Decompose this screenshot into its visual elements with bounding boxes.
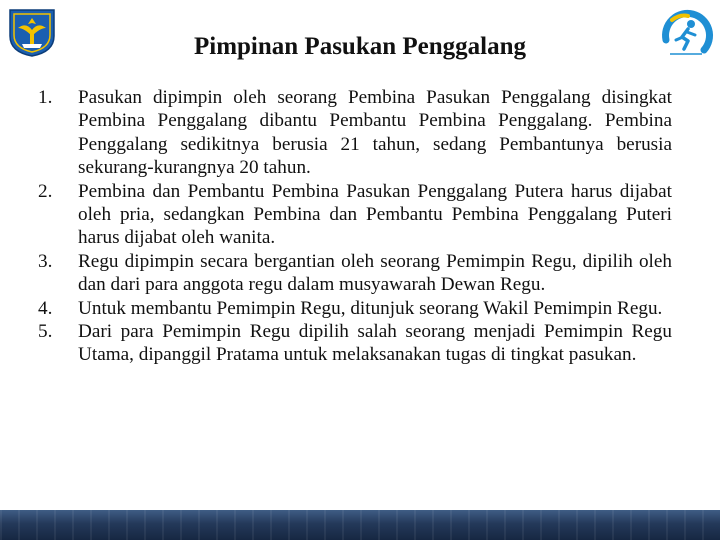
footer-bar (0, 510, 720, 540)
list-item-number: 2. (38, 180, 53, 202)
list-item-number: 5. (38, 321, 53, 343)
page-title: Pimpinan Pasukan Penggalang (193, 33, 527, 60)
list-item (38, 297, 672, 320)
list-item (38, 250, 672, 297)
list-item-text: Pembina dan Pembantu Pembina Pasukan Penggalang Putera harus dijabat oleh pria, sedangkan Pembina dan Pembantu Pembina Penggalang Puteri harus dijabat oleh wanita. (78, 180, 672, 249)
list-item-text: Untuk membantu Pemimpin Regu, ditunjuk seorang Wakil Pemimpin Regu. (78, 297, 663, 319)
numbered-list (38, 86, 672, 367)
list-item (38, 86, 672, 180)
list-item-number: 3. (38, 250, 53, 272)
list-item-text: Dari para Pemimpin Regu dipilih salah seorang menjadi Pemimpin Regu Utama, dipanggil Pratama untuk melaksanakan tugas di tingkat pasukan. (78, 321, 672, 366)
list-item (38, 320, 672, 367)
list-item-text: Pasukan dipimpin oleh seorang Pembina Pasukan Penggalang disingkat Pembina Penggalang dibantu Pembantu Pembina Penggalang. Pembina Penggalang sedikitnya berusia 21 tahun, sedang Pembantunya berusia sekurang-kurangnya 20 tahun. (78, 87, 672, 179)
list-item (38, 180, 672, 250)
list-item-number: 4. (38, 297, 53, 319)
list-item-number: 1. (38, 87, 53, 108)
list-item-text: Regu dipimpin secara bergantian oleh seorang Pemimpin Regu, dipilih oleh dan dari para anggota regu dalam musyawarah Dewan Regu. (78, 250, 672, 296)
